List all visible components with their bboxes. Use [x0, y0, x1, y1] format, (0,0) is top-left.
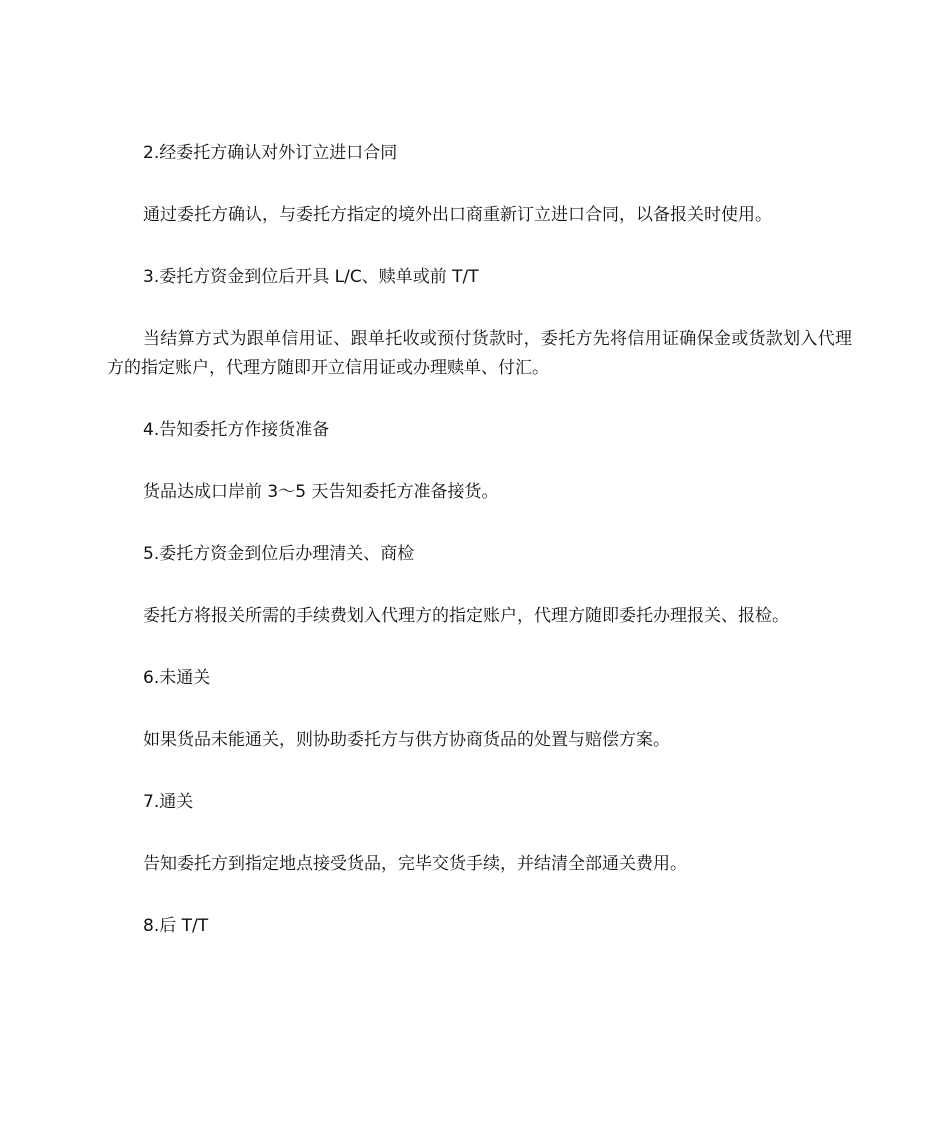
paragraph-step-4: 货品达成口岸前 3～5 天告知委托方准备接货。: [143, 482, 499, 502]
heading-step-5: 5.委托方资金到位后办理清关、商检: [143, 544, 415, 564]
paragraph-step-5: 委托方将报关所需的手续费划入代理方的指定账户，代理方随即委托办理报关、报检。: [143, 606, 789, 626]
heading-step-2: 2.经委托方确认对外订立进口合同: [143, 143, 398, 163]
paragraph-step-2: 通过委托方确认，与委托方指定的境外出口商重新订立进口合同，以备报关时使用。: [143, 205, 772, 225]
paragraph-step-6: 如果货品未能通关，则协助委托方与供方协商货品的处置与赔偿方案。: [143, 730, 670, 750]
heading-step-7: 7.通关: [143, 792, 194, 812]
heading-step-3: 3.委托方资金到位后开具 L/C、赎单或前 T/T: [143, 267, 479, 287]
heading-step-4: 4.告知委托方作接货准备: [143, 420, 330, 440]
paragraph-step-7: 告知委托方到指定地点接受货品，完毕交货手续，并结清全部通关费用。: [143, 854, 687, 874]
heading-step-8: 8.后 T/T: [143, 916, 209, 936]
paragraph-step-3: 当结算方式为跟单信用证、跟单托收或预付货款时，委托方先将信用证确保金或货款划入代理方的指定账户，代理方随即开立信用证或办理赎单、付汇。: [107, 329, 852, 378]
heading-step-6: 6.未通关: [143, 668, 211, 688]
